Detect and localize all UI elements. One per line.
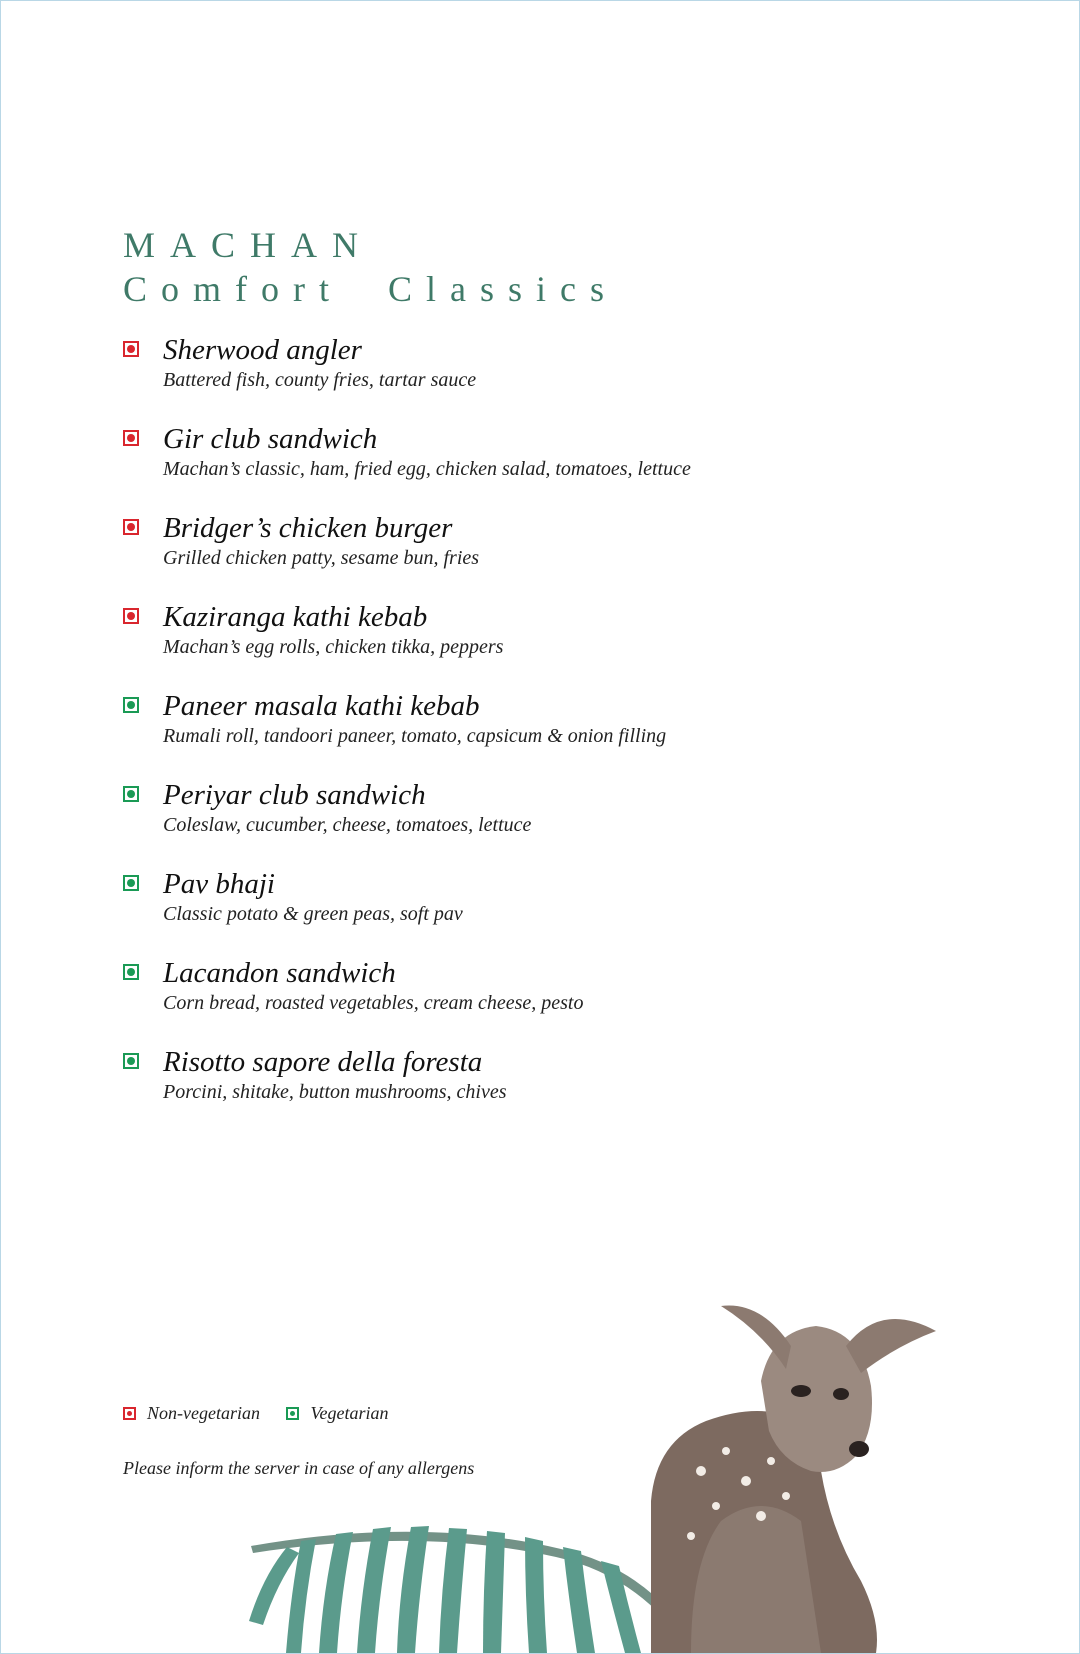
legend-veg bbox=[286, 1403, 388, 1424]
item-name: Gir club sandwich bbox=[163, 423, 378, 455]
non-veg-icon bbox=[123, 1407, 136, 1420]
menu-list bbox=[123, 334, 943, 1135]
menu-item bbox=[123, 1046, 943, 1135]
item-description: Corn bread, roasted vegetables, cream cheese, pesto bbox=[163, 992, 584, 1014]
veg-icon bbox=[123, 786, 139, 802]
fern-leaf-illustration bbox=[249, 1526, 701, 1653]
veg-icon bbox=[123, 964, 139, 980]
non-veg-icon bbox=[123, 608, 139, 624]
menu-item bbox=[123, 779, 943, 868]
item-description: Porcini, shitake, button mushrooms, chives bbox=[163, 1081, 507, 1103]
legend-non-veg-label: Non-vegetarian bbox=[147, 1403, 260, 1423]
diet-legend bbox=[123, 1403, 410, 1424]
item-description: Coleslaw, cucumber, cheese, tomatoes, lettuce bbox=[163, 814, 532, 836]
item-description: Grilled chicken patty, sesame bun, fries bbox=[163, 547, 480, 569]
non-veg-icon bbox=[123, 519, 139, 535]
menu-item bbox=[123, 690, 943, 779]
item-description: Machan’s egg rolls, chicken tikka, peppers bbox=[163, 636, 504, 658]
legend-non-veg bbox=[123, 1403, 260, 1424]
item-name: Pav bhaji bbox=[163, 868, 275, 900]
veg-icon bbox=[123, 875, 139, 891]
deer-illustration bbox=[651, 1306, 936, 1654]
menu-item bbox=[123, 334, 943, 423]
item-name: Periyar club sandwich bbox=[163, 779, 426, 811]
item-description: Rumali roll, tandoori paneer, tomato, capsicum & onion filling bbox=[163, 725, 667, 747]
non-veg-icon bbox=[123, 430, 139, 446]
allergen-note: Please inform the server in case of any allergens bbox=[123, 1458, 475, 1478]
item-description: Battered fish, county fries, tartar sauce bbox=[163, 369, 477, 391]
menu-item bbox=[123, 423, 943, 512]
menu-item bbox=[123, 601, 943, 690]
veg-icon bbox=[123, 697, 139, 713]
item-description: Machan’s classic, ham, fried egg, chicken salad, tomatoes, lettuce bbox=[163, 458, 691, 480]
menu-item bbox=[123, 868, 943, 957]
legend-veg-label: Vegetarian bbox=[310, 1403, 389, 1423]
veg-icon bbox=[286, 1407, 299, 1420]
non-veg-icon bbox=[123, 341, 139, 357]
brand-name: MACHAN bbox=[123, 225, 374, 265]
item-name: Sherwood angler bbox=[163, 334, 362, 366]
menu-item bbox=[123, 957, 943, 1046]
veg-icon bbox=[123, 1053, 139, 1069]
section-title: Comfort Classics bbox=[123, 269, 618, 309]
item-name: Lacandon sandwich bbox=[163, 957, 396, 989]
menu-item bbox=[123, 512, 943, 601]
item-description: Classic potato & green peas, soft pav bbox=[163, 903, 463, 925]
item-name: Risotto sapore della foresta bbox=[163, 1046, 483, 1078]
item-name: Bridger’s chicken burger bbox=[163, 512, 453, 544]
item-name: Kaziranga kathi kebab bbox=[163, 601, 428, 633]
item-name: Paneer masala kathi kebab bbox=[163, 690, 480, 722]
